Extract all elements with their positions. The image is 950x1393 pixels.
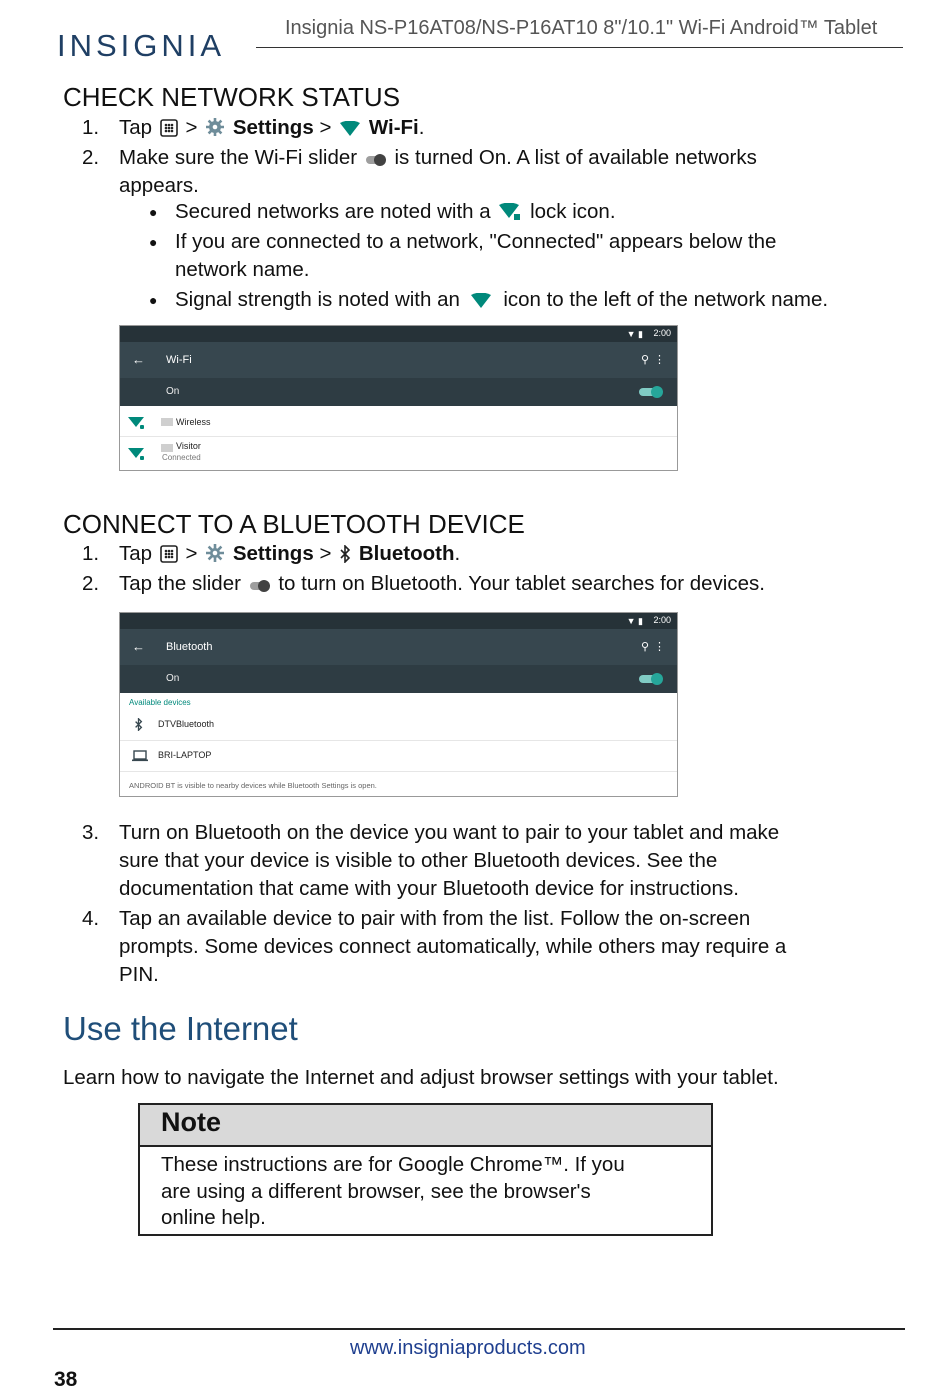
device-row[interactable]	[120, 710, 677, 741]
toggle-icon	[365, 153, 387, 167]
settings-label: Settings	[232, 542, 314, 565]
note-text: are using a different browser, see the browser's	[161, 1179, 591, 1203]
separator: >	[319, 542, 332, 565]
separator: >	[185, 542, 198, 565]
step-text: Tap an available device to pair with from the list. Follow the on-screen	[119, 907, 751, 930]
step-number: 1.	[82, 542, 100, 565]
wifi-settings-screenshot	[119, 325, 678, 471]
step-text: sure that your device is visible to other Bluetooth devices. See the	[119, 849, 718, 872]
step-text: Tap	[119, 116, 153, 139]
footer-rule	[53, 1328, 905, 1330]
note-box	[138, 1103, 713, 1236]
bullet-text: icon to the left of the network name.	[503, 288, 829, 311]
step-number: 4.	[82, 907, 100, 930]
section-heading-internet: Use the Internet	[63, 1010, 298, 1047]
bullet-dot: ●	[149, 292, 158, 308]
wifi-icon	[468, 293, 496, 309]
apps-icon	[160, 119, 178, 137]
note-text: These instructions are for Google Chrome™. If you	[161, 1153, 625, 1176]
note-text: online help.	[161, 1206, 266, 1229]
note-header	[140, 1105, 711, 1147]
status-clock: 2:00	[653, 328, 671, 338]
page-number: 38	[54, 1368, 78, 1391]
step-text: appears.	[119, 174, 199, 197]
bt-step-4	[82, 905, 882, 991]
search-icon[interactable]: ⚲	[640, 641, 649, 653]
gear-icon	[205, 543, 225, 563]
step-text: Turn on Bluetooth on the device you want to pair to your tablet and make	[119, 821, 780, 844]
header-rule	[256, 47, 903, 48]
step-text: is turned On. A list of available networks	[394, 146, 757, 169]
back-arrow-icon[interactable]: ←	[132, 639, 145, 654]
visibility-note: ANDROID BT is visible to nearby devices while Bluetooth Settings is open.	[129, 781, 377, 790]
available-devices-label: Available devices	[129, 698, 191, 707]
note-body	[161, 1152, 691, 1232]
step-text: Make sure the Wi-Fi slider	[119, 146, 358, 169]
bluetooth-toggle-row[interactable]	[120, 665, 677, 693]
bullet-text: If you are connected to a network, "Connected" appears below the	[175, 230, 777, 253]
device-name: DTVBluetooth	[158, 719, 215, 729]
network-status: Connected	[162, 453, 201, 462]
wifi-step-1: 1. Tap > Settings > Wi-Fi.	[82, 114, 882, 142]
status-bar	[120, 613, 677, 629]
more-icon[interactable]: ⋮	[654, 641, 665, 653]
internet-intro: Learn how to navigate the Internet and adjust browser settings with your tablet.	[63, 1066, 779, 1089]
bullet-secured	[149, 198, 909, 226]
bluetooth-label: Bluetooth	[358, 542, 455, 565]
bullet-text: Secured networks are noted with a	[175, 200, 491, 223]
step-number: 2.	[82, 146, 100, 169]
step-number: 3.	[82, 821, 100, 844]
wifi-toggle-row[interactable]	[120, 378, 677, 406]
bt-step-1: 1. Tap > Settings > Bluetooth.	[82, 540, 882, 568]
signal-battery-icon: ▼ ▮	[626, 329, 643, 339]
bullet-signal	[149, 286, 929, 314]
bt-step-2	[82, 570, 902, 598]
step-text: Tap the slider	[119, 572, 241, 595]
separator: >	[319, 116, 332, 139]
step-text: documentation that came with your Bluetooth device for instructions.	[119, 877, 739, 900]
wifi-lock-icon	[498, 203, 522, 221]
screen-title: Wi-Fi	[166, 354, 192, 366]
toggle-knob[interactable]	[651, 386, 663, 398]
section-heading-network: CHECK NETWORK STATUS	[63, 82, 401, 112]
gear-icon	[205, 117, 225, 137]
bluetooth-icon	[339, 545, 351, 563]
back-arrow-icon[interactable]: ←	[132, 352, 145, 367]
wifi-label: Wi-Fi	[368, 116, 419, 139]
more-icon[interactable]: ⋮	[654, 354, 665, 366]
bt-step-3	[82, 819, 882, 905]
bullet-dot: ●	[149, 234, 158, 250]
screen-title: Bluetooth	[166, 641, 213, 653]
step-text: prompts. Some devices connect automatically, while others may require a	[119, 935, 787, 958]
settings-label: Settings	[232, 116, 314, 139]
note-title: Note	[161, 1107, 221, 1137]
bullet-connected	[149, 228, 909, 284]
bullet-dot: ●	[149, 204, 158, 220]
footer-url[interactable]: www.insigniaproducts.com	[350, 1337, 586, 1359]
step-text: to turn on Bluetooth. Your tablet searches for devices.	[278, 572, 765, 595]
bluetooth-icon	[134, 718, 143, 731]
bullet-text: lock icon.	[530, 200, 616, 223]
on-label: On	[166, 386, 180, 397]
step-number: 2.	[82, 572, 100, 595]
wifi-icon	[339, 121, 361, 137]
brand-logo: INSIGNIA	[57, 28, 226, 63]
status-bar	[120, 326, 677, 342]
toggle-knob[interactable]	[651, 673, 663, 685]
wifi-step-2	[82, 144, 882, 200]
step-text: PIN.	[119, 963, 159, 986]
app-bar	[120, 342, 677, 378]
network-name: Wireless	[176, 417, 211, 427]
separator: >	[185, 116, 198, 139]
toggle-icon	[249, 579, 271, 593]
network-name: Visitor	[176, 441, 201, 451]
status-clock: 2:00	[653, 615, 671, 625]
step-text: Tap	[119, 542, 153, 565]
device-row[interactable]	[120, 741, 677, 772]
bullet-text: Signal strength is noted with an	[175, 288, 460, 311]
laptop-icon	[132, 750, 148, 762]
search-icon[interactable]: ⚲	[640, 354, 649, 366]
header-title: Insignia NS-P16AT08/NS-P16AT10 8"/10.1" Wi-Fi Android™ Tablet	[285, 17, 878, 39]
section-heading-bluetooth: CONNECT TO A BLUETOOTH DEVICE	[63, 509, 525, 539]
bluetooth-settings-screenshot	[119, 612, 678, 797]
network-thumbnail	[161, 418, 173, 426]
network-row[interactable]	[120, 437, 677, 469]
bullet-text: network name.	[175, 258, 310, 281]
signal-battery-icon: ▼ ▮	[626, 616, 643, 626]
apps-icon	[160, 545, 178, 563]
device-name: BRI-LAPTOP	[158, 750, 212, 760]
app-bar	[120, 629, 677, 665]
on-label: On	[166, 673, 180, 684]
network-row[interactable]	[120, 408, 677, 437]
network-thumbnail	[161, 444, 173, 452]
step-number: 1.	[82, 116, 100, 139]
